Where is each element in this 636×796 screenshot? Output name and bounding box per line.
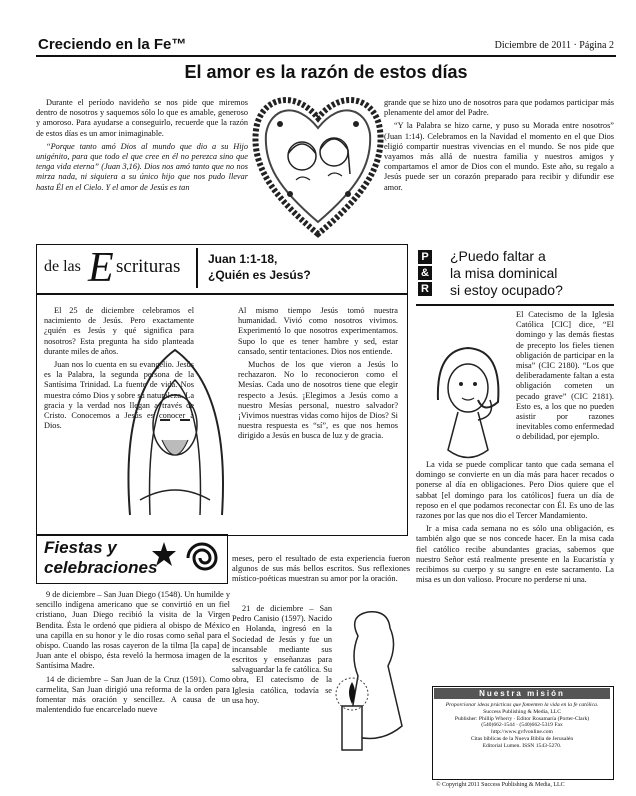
pyr-paragraph: Ir a misa cada semana no es sólo una obligación, es también algo que se nos concede hacer. En la misa cada fiel católico recibe abundantes gracias, sabemos que nuestro Señor está realmente presente en la Eucaristía y recibimos su cuerpo y su sangre en este sacramento. La misa es un don valioso. Procure no perderse ni una.: [416, 524, 614, 585]
pyr-question-line: ¿Puedo faltar a: [450, 248, 546, 264]
escrituras-label-rest: scrituras: [116, 256, 181, 277]
pyr-question: [450, 248, 563, 299]
escrituras-label-small: de las: [44, 258, 81, 275]
mission-band: Nuestra misión: [434, 688, 610, 699]
intro-left-paragraph: Durante el período navideño se nos pide que miremos dentro de nosotros y saquemos sólo lo que es amable, generoso y amoroso. Para ayudarse a conseguirlo, recuerde que la razón de estos días es un amor inimaginable.: [36, 98, 248, 138]
thinking-woman-illustration: [418, 340, 514, 480]
fiestas-paragraph: 14 de diciembre – San Juan de la Cruz (1591). Como carmelita, San Juan dirigió una reforma de la orden para fomentar más oración y sencillez. A causa de un malentendido fue encarcelado nueve: [36, 674, 230, 715]
escrituras-right-column: [238, 306, 398, 445]
pyr-letter: P: [418, 250, 432, 264]
copyright: © Copyright 2011 Success Publishing & Media, LLC: [436, 782, 565, 788]
pyr-more-paragraphs: [416, 460, 614, 588]
escrituras-rule: [36, 293, 408, 295]
pyr-letter: &: [418, 266, 432, 280]
date-page-label: Diciembre de 2011 · Página 2: [494, 40, 614, 51]
fiestas-title-line: celebraciones: [44, 558, 158, 577]
pyr-question-line: si estoy ocupado?: [450, 282, 563, 298]
publication-title: Creciendo en la Fe™: [38, 36, 187, 53]
escrituras-reference: Juan 1:1-18,: [208, 252, 278, 266]
intro-left-paragraph: “Porque tanto amó Dios al mundo que dio a su Hijo unigénito, para que todo el que cree en él no perezca sino que tenga vida eterna” (Juan 3,16). Dios nos amó tanto que no nos mirza nada, ni siquiera a su único hijo que nos pudo llevar hasta Él en el Cielo. Y el amor de Jesús es tan: [36, 141, 248, 192]
escrituras-heading: [44, 245, 196, 291]
pyr-rule: [416, 304, 614, 306]
mission-line: Citas bíblicas de la Nueva Biblia de Jerusalén: [470, 735, 574, 742]
heart-wreath-illustration: [250, 84, 386, 240]
pyr-paragraph: La vida se puede complicar tanto que cada semana el domingo se convierte en un día más para hacer recados o ponerse al día en obligaciones. Pero Dios quiere que el sabbat [el domingo para los católicos] fuera un día de reposo en el que podamos reconectar con Él. Es uno de las razones por las que nos dio el Tercer Mandamiento.: [416, 460, 614, 521]
fiestas-paragraph: 21 de diciembre – San Pedro Canisio (1597). Nacido en Holanda, ingresó en la Sociedad de Jesús y fue un incansable mediante sus escritos y enseñanzas para salvaguardar la fe católica. Su obra, El catecismo de la Iglesia católica, todavía se usa hoy.: [232, 604, 332, 705]
pyr-paragraph: El Catecismo de la Iglesia Católica [CIC] dice, “El domingo y las demás fiestas de precepto los fieles tienen obligación de participar en la misa” (CIC 2180). “Los que deliberadamente faltan a esta obligación cometen un pecado grave” (CIC 2181). Esto es, a los que no pueden asistir por razones inevitables como enfermedad o debilidad, por ejemplo.: [516, 310, 614, 442]
fiestas-title-line: Fiestas y: [44, 538, 117, 557]
pyr-question-line: la misa dominical: [450, 265, 558, 281]
escrituras-paragraph: El 25 de diciembre celebramos el nacimiento de Jesús. Pero exactamente ¿quién es Jesús y qué significa para nosotros? Esta pregunta ha sido planteada durante miles de años.: [44, 306, 194, 356]
page-title: El amor es la razón de estos días: [184, 62, 468, 82]
fiestas-title: [44, 538, 157, 578]
mission-line: http://www.gvfvonline.com: [491, 729, 553, 736]
pyr-letter: R: [418, 282, 432, 296]
escrituras-paragraph: Al mismo tiempo Jesús tomó nuestra humanidad. Vivió como nosotros vivimos. Experimentó lo que nosotros experimentamos. Supo lo que es tener hambre y sed, estar cansado, sentir tentaciones. Dios nos entiende.: [238, 306, 398, 356]
intro-right-paragraph: grande que se hizo uno de nosotros para que podamos participar más plenamente del amor del Padre.: [384, 98, 614, 118]
escrituras-paragraph: Muchos de los que vieron a Jesús lo rechazaron. No lo reconocieron como el Mesías. Cada uno de nosotros tiene que elegir respecto a Jesús. ¡Elegimos a Jesús como a nuestro Mesías personal, nuestro salvador? ¡Vivimos nuestras vidas como hijos de Dios? Si nuestra respuesta es “sí”, es que nos hemos dirigido a Jesús en busca de luz y de gracia.: [238, 360, 398, 441]
escrituras-divider: [196, 248, 198, 288]
mission-line: Success Publishing & Media, LLC: [483, 708, 561, 715]
intro-right-column: [384, 98, 614, 196]
mission-line: Proporcionar ideas prácticas que fomenten la vida en la fe católica.: [445, 702, 599, 708]
mission-line: Publisher: Phillip Wherry · Editor Rosamaría (Porter-Clark): [454, 715, 590, 722]
escrituras-label-cap: E: [88, 245, 114, 291]
mission-text: [436, 702, 608, 750]
fiestas-left-column: [36, 590, 230, 718]
escrituras-paragraph: Juan nos lo cuenta en su evangelio. Jesús es la Palabra, la segunda persona de la Santísima Trinidad. La fuente de vida. Nos muestra cómo Dios y sobre su naturaleza. La gracia y la verdad nos llegan a través de Cristo. Conocemos a Jesús es conocer a Dios.: [44, 360, 194, 431]
escrituras-question: ¿Quién es Jesús?: [208, 268, 311, 282]
saint-candle-illustration: [328, 606, 420, 756]
pyr-badge: [418, 250, 432, 298]
fiestas-paragraph: meses, pero el resultado de esta experiencia fueron algunos de sus más bellos escritos. Sus reflexiones místico-poéticas muestran su amor por la oración.: [232, 554, 410, 584]
intro-right-paragraph: “Y la Palabra se hizo carne, y puso su Morada entre nosotros” (Juan 1:14). Celebramos en la Navidad el momento en el que Dios eligió compartir nuestras vivencias en el mundo. Se nos pide que vayamos más allá de nuestra familia y nuestros amigos y compartamos el amor de Dios con el mundo. Este año, su regalo a Jesús puede ser un corazón preparado para recibir y difundir ese amor.: [384, 121, 614, 192]
jesus-portrait-illustration: [110, 330, 240, 520]
mission-line: Editorial Lumen. ISSN 1543-5270.: [482, 742, 562, 749]
mission-line: (540)662-1544 · (540)662-5319 Fax: [481, 722, 563, 729]
fiestas-middle-column: [232, 604, 332, 709]
fiestas-paragraph: 9 de diciembre – San Juan Diego (1548). Un humilde y sencillo indígena americano que se convirtió en un fiel cristiano, Juan Diego recibió la visita de la Virgen Bendita. Ésta le ordenó que pidiera al obispo de México una capilla en su honor y le dio rosas como señal para el obispo. Cuando las rosas cayeron de la tilma [la capa] de Juan ante el obispo, ésta reveló la hermosa imagen de la Santísima Madre.: [36, 590, 230, 671]
intro-left-column: [36, 98, 248, 196]
header-rule: [36, 55, 616, 57]
fiestas-middle-top: [232, 554, 410, 588]
star-spiral-decoration: [150, 536, 224, 580]
